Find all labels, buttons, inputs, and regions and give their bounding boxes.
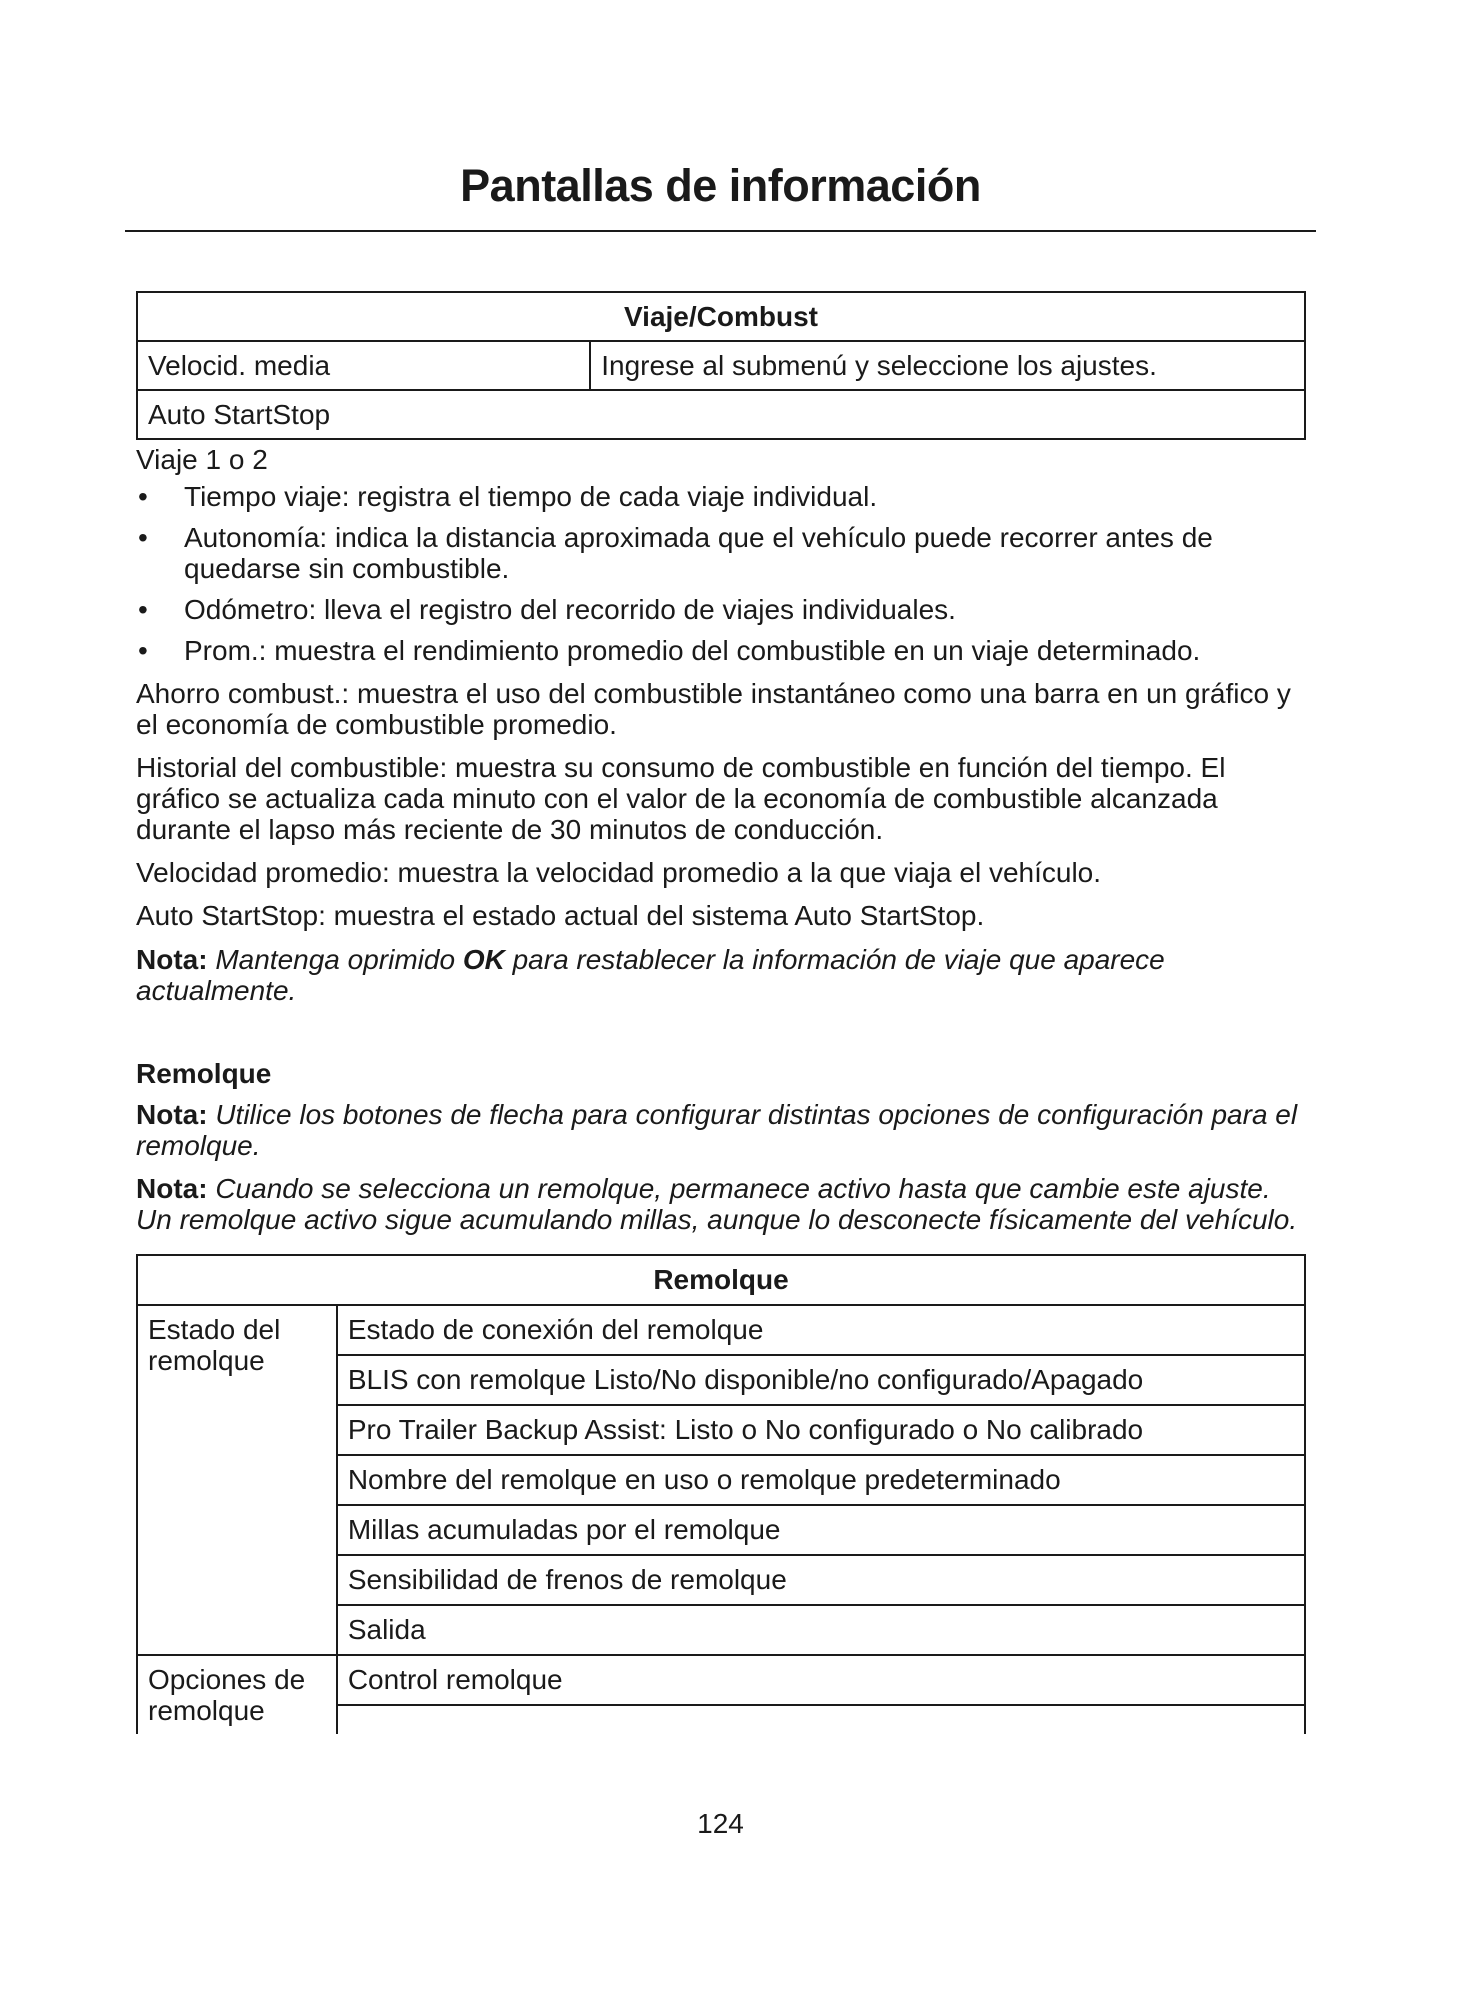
table-cell: Millas acumuladas por el remolque xyxy=(337,1505,1305,1555)
table-cell: Sensibilidad de frenos de remolque xyxy=(337,1555,1305,1605)
bullet-marker: • xyxy=(138,594,148,625)
table-row xyxy=(137,390,1305,439)
list-item-text: Odómetro: lleva el registro del recorrido de viajes individuales. xyxy=(184,594,956,625)
bullet-marker: • xyxy=(138,635,148,666)
note-emphasis: OK xyxy=(462,944,505,975)
trip-fuel-table-header: Viaje/Combust xyxy=(137,292,1305,341)
trailer-note-active xyxy=(136,1173,1306,1235)
bullet-marker: • xyxy=(138,522,148,553)
note-label: Nota: xyxy=(136,1173,208,1204)
table-cell: Control remolque xyxy=(337,1655,1305,1705)
table-cell-value: Ingrese al submenú y seleccione los ajustes. xyxy=(590,341,1305,390)
table-cell xyxy=(337,1705,1305,1734)
trailer-note-arrows xyxy=(136,1099,1306,1161)
table-cell: Estado de conexión del remolque xyxy=(337,1305,1305,1355)
list-item-text: Prom.: muestra el rendimiento promedio del combustible en un viaje determinado. xyxy=(184,635,1201,666)
table-group-label: Estado del remolque xyxy=(137,1305,337,1655)
table-cell-label: Auto StartStop xyxy=(137,390,1305,439)
list-item xyxy=(136,481,1306,512)
note-text: Cuando se selecciona un remolque, permanece activo hasta que cambie este ajuste. Un remolque activo sigue acumulando millas, aunque lo desconecte físicamente del vehículo. xyxy=(136,1173,1298,1235)
table-row xyxy=(137,341,1305,390)
table-cell-label: Velocid. media xyxy=(137,341,590,390)
trip-fuel-table xyxy=(136,291,1306,440)
paragraph-fuel-economy: Ahorro combust.: muestra el uso del combustible instantáneo como una barra en un gráfico y el economía de combustible promedio. xyxy=(136,678,1291,740)
trip-bullet-list xyxy=(136,481,1306,676)
paragraph-auto-startstop: Auto StartStop: muestra el estado actual del sistema Auto StartStop. xyxy=(136,900,985,931)
trailer-table-header: Remolque xyxy=(137,1255,1305,1305)
table-cell: Salida xyxy=(337,1605,1305,1655)
note-text: Utilice los botones de flecha para configurar distintas opciones de configuración para el remolque. xyxy=(136,1099,1298,1161)
trailer-table xyxy=(136,1254,1306,1734)
trailer-heading: Remolque xyxy=(136,1058,272,1089)
table-group-label: Opciones de remolque xyxy=(137,1655,337,1734)
title-divider xyxy=(125,230,1316,232)
table-row xyxy=(137,1305,1305,1355)
trip-label: Viaje 1 o 2 xyxy=(136,444,268,475)
note-text: para restablecer la información de viaje que aparece actualmente. xyxy=(136,944,1165,1006)
note-text: Mantenga oprimido xyxy=(215,944,456,975)
list-item xyxy=(136,522,1306,584)
table-cell: Pro Trailer Backup Assist: Listo o No configurado o No calibrado xyxy=(337,1405,1305,1455)
paragraph-fuel-history: Historial del combustible: muestra su consumo de combustible en función del tiempo. El gráfico se actualiza cada minuto con el valor de la economía de combustible alcanzada durante el lapso más reciente de 30 minutos de conducción. xyxy=(136,752,1226,845)
list-item xyxy=(136,594,1306,625)
list-item xyxy=(136,635,1306,666)
paragraph-average-speed: Velocidad promedio: muestra la velocidad promedio a la que viaja el vehículo. xyxy=(136,857,1102,888)
bullet-marker: • xyxy=(138,481,148,512)
note-label: Nota: xyxy=(136,944,208,975)
table-cell: Nombre del remolque en uso o remolque predeterminado xyxy=(337,1455,1305,1505)
page-title: Pantallas de información xyxy=(460,160,981,211)
list-item-text: Tiempo viaje: registra el tiempo de cada viaje individual. xyxy=(184,481,878,512)
list-item-text: Autonomía: indica la distancia aproximada que el vehículo puede recorrer antes de quedarse sin combustible. xyxy=(184,522,1213,584)
table-row xyxy=(137,1655,1305,1705)
table-cell: BLIS con remolque Listo/No disponible/no configurado/Apagado xyxy=(337,1355,1305,1405)
trip-reset-note xyxy=(136,944,1306,1006)
page-number: 124 xyxy=(697,1808,744,1839)
note-label: Nota: xyxy=(136,1099,208,1130)
